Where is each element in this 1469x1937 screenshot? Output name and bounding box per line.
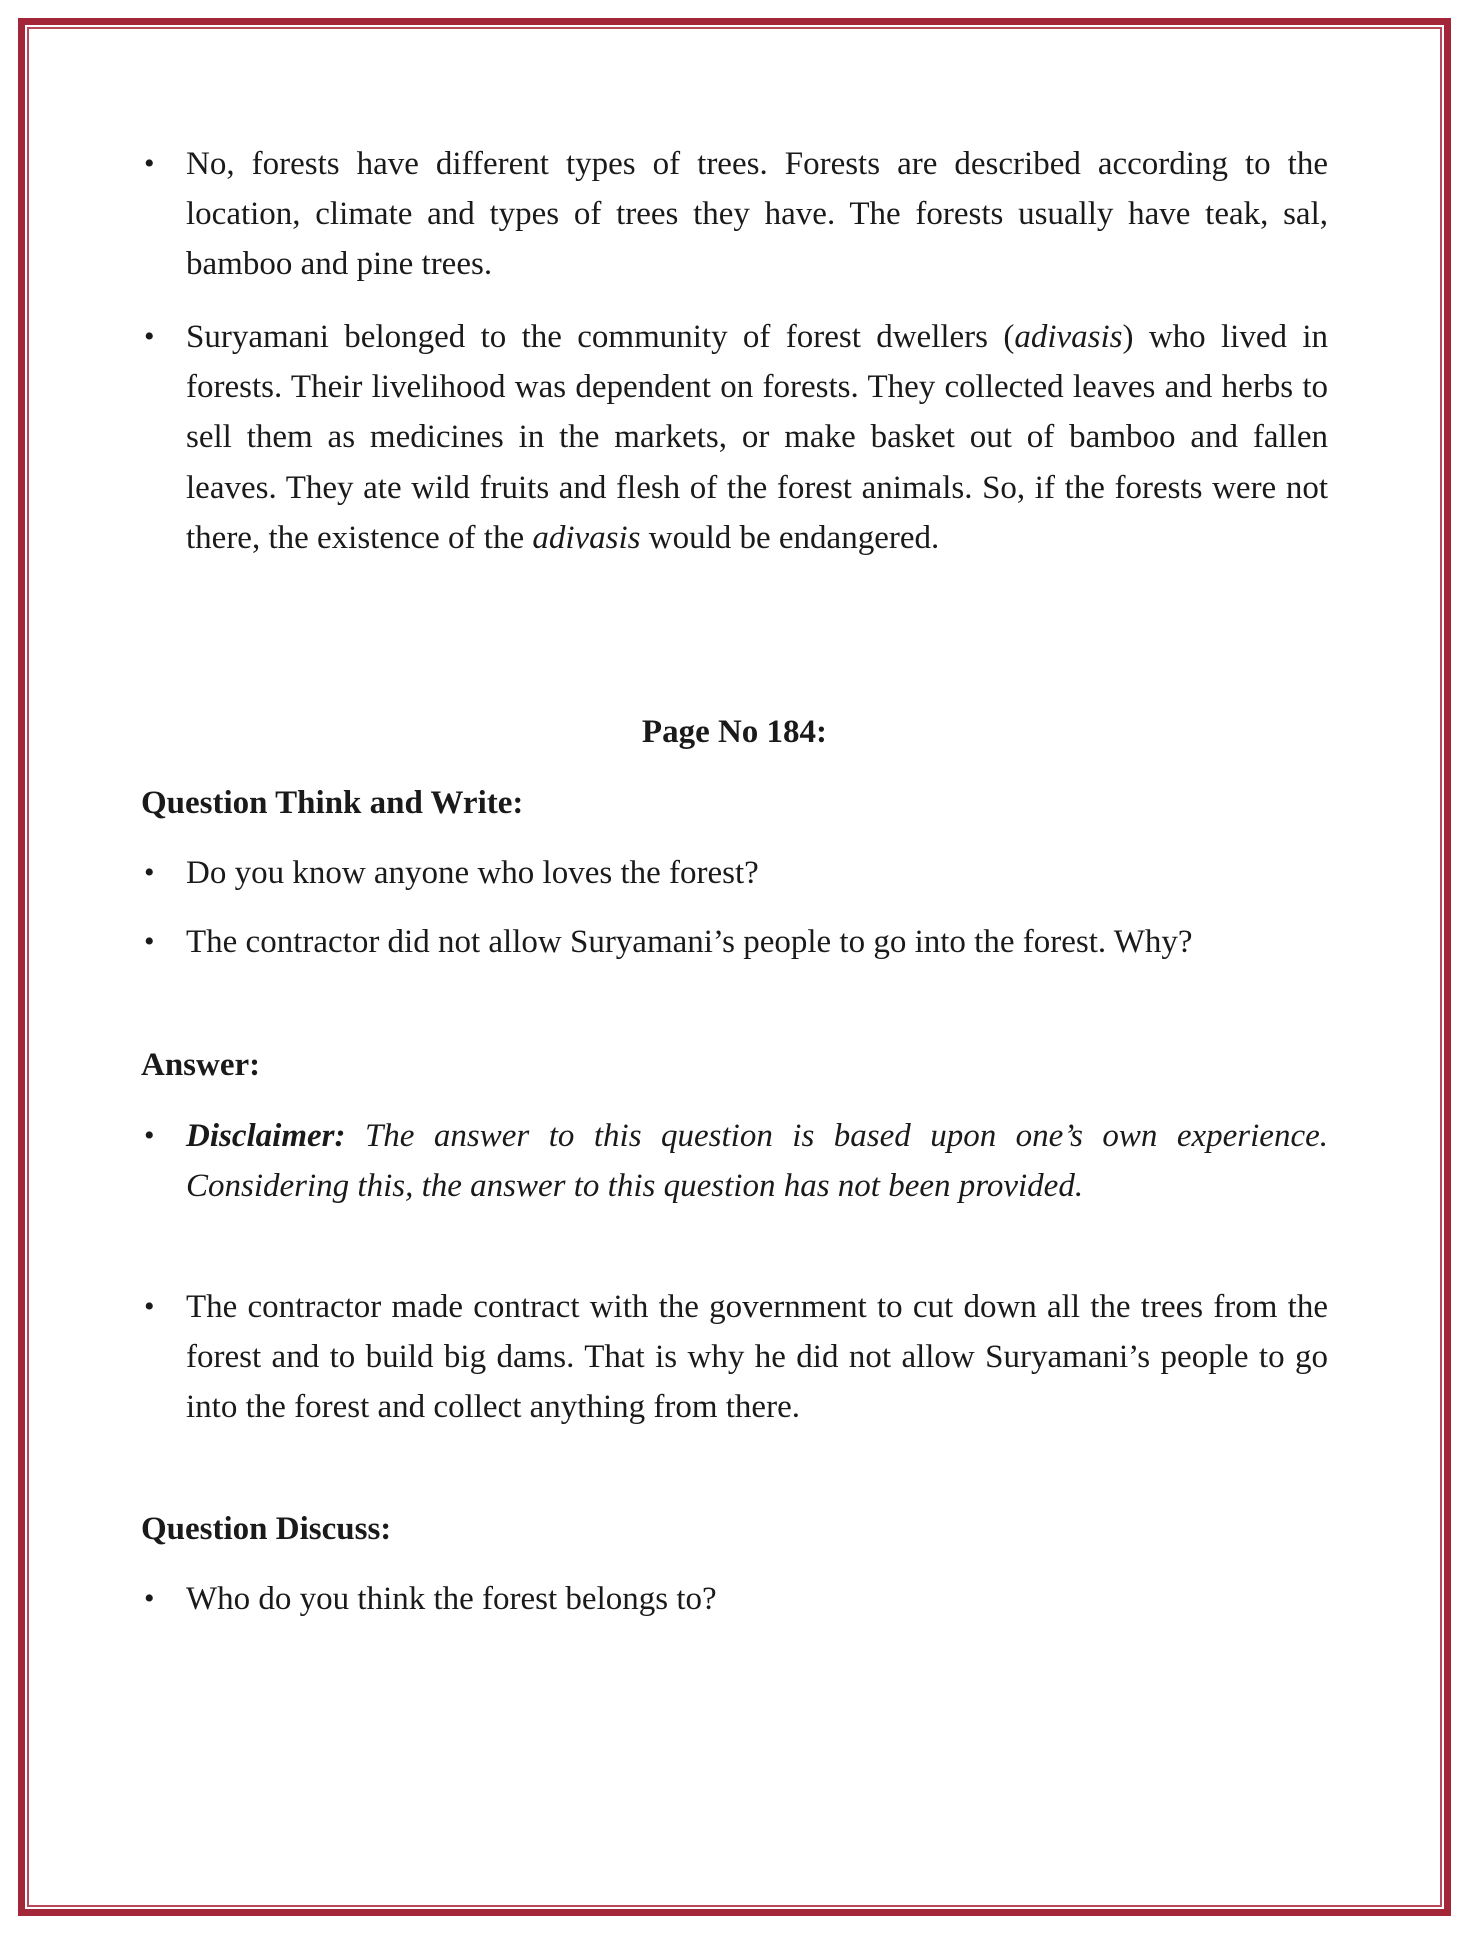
question-bullet bbox=[144, 1574, 1328, 1624]
bullet-text: ) who lived in forests. Their livelihood was dependent on forests. They collected leaves and herbs to sell them as medicines in the markets, or make basket out of bamboo and fallen leaves. They ate wild fruits and flesh of the forest animals. So, if the forests were not there, the existence of the bbox=[186, 319, 1328, 556]
question-discuss-heading: Question Discuss: bbox=[141, 1511, 392, 1547]
bullet-icon: • bbox=[144, 925, 155, 958]
answer-bullet-adivasis bbox=[144, 312, 1328, 563]
answer-bullet-contractor bbox=[144, 1282, 1328, 1433]
bullet-text: Suryamani belonged to the community of forest dwellers ( bbox=[186, 319, 1015, 355]
bullet-icon: • bbox=[144, 856, 155, 889]
bullet-icon: • bbox=[144, 1290, 155, 1323]
bullet-text: Do you know anyone who loves the forest? bbox=[186, 855, 759, 891]
bullet-icon: • bbox=[144, 1119, 155, 1152]
bullet-icon: • bbox=[144, 1582, 155, 1615]
bullet-icon: • bbox=[144, 320, 155, 353]
bullet-text: No, forests have different types of trees. Forests are described according to the location, climate and types of trees they have. The forests usually have teak, sal, bamboo and pine trees. bbox=[186, 146, 1328, 283]
bullet-text: would be endangered. bbox=[640, 519, 940, 556]
question-think-write-heading: Question Think and Write: bbox=[141, 785, 524, 821]
answer-bullet-forest-types bbox=[144, 139, 1328, 290]
bullet-text: The contractor made contract with the government to cut down all the trees from the forest and to build big dams. That is why he did not allow Suryamani’s people to go into the forest and collect anything from there. bbox=[186, 1289, 1328, 1426]
answer-heading: Answer: bbox=[141, 1047, 261, 1083]
italic-term: adivasis bbox=[1014, 319, 1123, 355]
disclaimer-text: The answer to this question is based upon one’s own experience. Considering this, the answer to this question has not been provided. bbox=[186, 1118, 1328, 1205]
disclaimer-bullet bbox=[144, 1111, 1328, 1211]
page-number-heading: Page No 184: bbox=[641, 714, 828, 750]
bullet-text: The contractor did not allow Suryamani’s people to go into the forest. Why? bbox=[186, 924, 1193, 960]
disclaimer-label: Disclaimer: bbox=[186, 1118, 346, 1154]
question-bullet bbox=[144, 917, 1328, 967]
bullet-text: Who do you think the forest belongs to? bbox=[186, 1581, 717, 1617]
italic-term: adivasis bbox=[532, 519, 641, 556]
bullet-icon: • bbox=[144, 147, 155, 180]
question-bullet bbox=[144, 848, 1328, 898]
